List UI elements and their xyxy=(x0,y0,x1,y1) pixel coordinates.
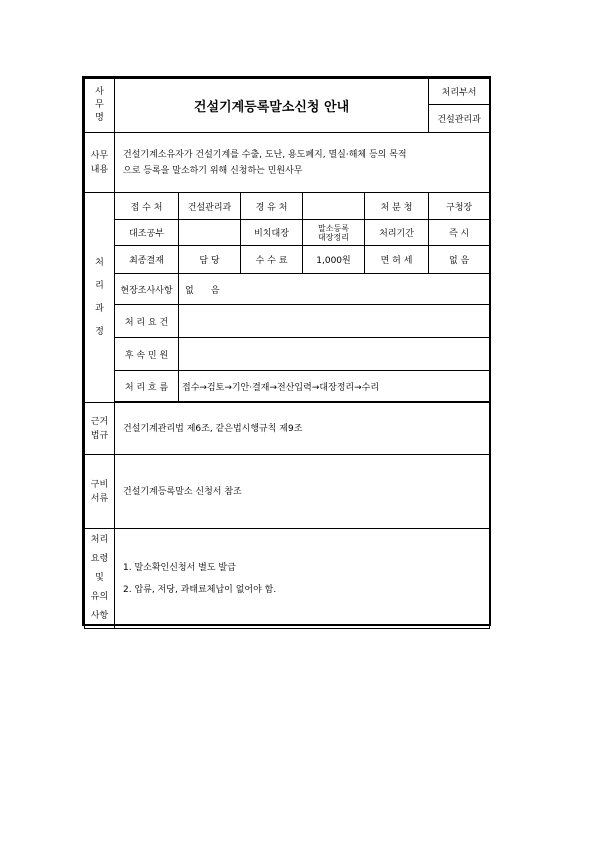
row-label-content: 사무 내용 xyxy=(85,133,115,193)
cell-requirement-label: 처 리 요 건 xyxy=(115,305,179,338)
row-label-task-name: 사 무 명 xyxy=(85,79,115,133)
cell-authority-value: 구청장 xyxy=(429,193,490,220)
cell-requirement-value xyxy=(179,305,490,338)
cell-survey-label: 현장조사사항 xyxy=(115,274,179,305)
notes-value xyxy=(115,529,490,629)
row-label-notes: 처리 요령 및 유의 사항 xyxy=(85,529,115,629)
cell-tax-value: 없 음 xyxy=(429,246,490,274)
cell-receiver-label: 접 수 처 xyxy=(115,193,179,220)
cell-flow-value: 접수→검토→기안·결재→전산입력→대장정리→수리 xyxy=(179,371,490,402)
cell-register-value: 말소등록 대장정리 xyxy=(303,220,365,246)
row-label-docs: 구비 서류 xyxy=(85,455,115,529)
task-description xyxy=(115,133,490,193)
cell-follow-label: 후 속 민 원 xyxy=(115,338,179,371)
cell-fee-value: 1,000원 xyxy=(303,246,365,274)
law-value: 건설기계관리법 제6조, 같은법시행규칙 제9조 xyxy=(115,403,490,455)
cell-approval-value: 담 당 xyxy=(179,246,241,274)
row-label-process: 처 리 과 정 xyxy=(85,193,115,403)
cell-tax-label: 면 허 세 xyxy=(365,246,429,274)
cell-flow-label: 처 리 흐 름 xyxy=(115,371,179,402)
cell-survey-value: 없 음 xyxy=(179,274,490,305)
docs-value: 건설기계등록말소 신청서 참조 xyxy=(115,455,490,529)
cell-period-value: 즉 시 xyxy=(429,220,490,246)
cell-via-value xyxy=(303,193,365,220)
dept-label: 처리부서 xyxy=(429,79,490,105)
dept-value: 건설관리과 xyxy=(429,105,490,133)
task-line-2: 으로 등록을 말소하기 위해 신청하는 민원사무 xyxy=(123,165,303,176)
task-line-1: 건설기계소유자가 건설기계를 수출, 도난, 용도폐지, 멸실·해체 등의 목적 xyxy=(123,149,407,160)
row-label-law: 근거 법규 xyxy=(85,403,115,455)
cell-ledger-label: 대조공부 xyxy=(115,220,179,246)
cell-fee-label: 수 수 료 xyxy=(241,246,303,274)
cell-register-label: 비치대장 xyxy=(241,220,303,246)
cell-ledger-value xyxy=(179,220,241,246)
form-page xyxy=(82,76,491,626)
cell-approval-label: 최종결재 xyxy=(115,246,179,274)
cell-receiver-value: 건설관리과 xyxy=(179,193,241,220)
cell-period-label: 처리기간 xyxy=(365,220,429,246)
cell-authority-label: 처 분 청 xyxy=(365,193,429,220)
page-title: 건설기계등록말소신청 안내 xyxy=(115,79,429,133)
note-item-2: 2. 압류, 저당, 과태료체납이 없어야 함. xyxy=(123,584,277,595)
cell-via-label: 경 유 처 xyxy=(241,193,303,220)
guide-table xyxy=(84,78,490,629)
note-item-1: 1. 말소확인신청서 별도 발급 xyxy=(123,562,236,573)
cell-follow-value xyxy=(179,338,490,371)
